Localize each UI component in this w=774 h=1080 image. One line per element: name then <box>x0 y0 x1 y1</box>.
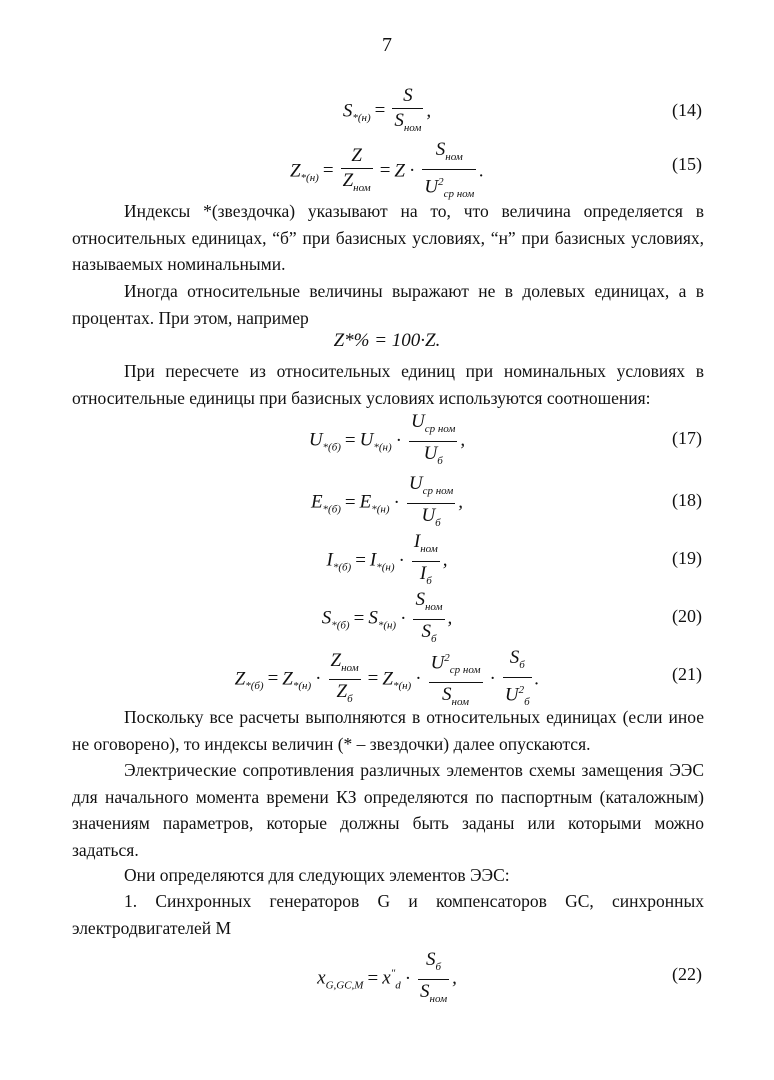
paragraph-generators: 1. Синхронных генераторов G и компенсаторов GC, синхронных электродвигателей M <box>72 891 704 938</box>
equation-percent: Z*% = 100·Z. <box>333 330 441 351</box>
equation-label: (21) <box>672 664 702 684</box>
paragraph-elements: Они определяются для следующих элементов ЭЭС: <box>124 865 510 885</box>
paragraph-resistances: Электрические сопротивления различных элементов схемы замещения ЭЭС для начального момента времени КЗ определяются по паспортным (каталожным) значениям параметров, которые должны быть заданы или которыми можно задаться. <box>72 760 704 860</box>
equation-19: $I_{*(б)} = I_{*(н)}$ · $\frac{I_{ном}}{I_б}$ , (19) <box>326 531 702 587</box>
equation-22: $x_{G,GC,M} = x''_d$ · $\frac{S_б}{S_{ном}}$ , (22) <box>317 949 702 1005</box>
paragraph-conversion: При пересчете из относительных единиц при номинальных условиях в относительные единицы при базисных условиях используются соотношения: <box>72 361 704 408</box>
equation-label: (22) <box>672 964 702 984</box>
page-number: 7 <box>382 34 392 56</box>
equation-20: $S_{*(б)} = S_{*(н)}$ · $\frac{S_{ном}}{S_б}$ , (20) <box>321 589 702 645</box>
paragraph-indices: Индексы *(звездочка) указывают на то, что величина определяется в относительных единицах, “б” при базисных условиях, “н” при базисных условиях, называемых номинальными. <box>72 201 704 274</box>
equation-label: (17) <box>672 428 702 448</box>
equation-label: (20) <box>672 606 702 626</box>
equation-label: (18) <box>672 490 702 510</box>
equation-17: $U_{*(б)} = U_{*(н)}$ · $\frac{U_{ср ном}}{U_б}$ , (17) <box>308 411 702 467</box>
equation-18: $E_{*(б)} = E_{*(н)}$ · $\frac{U_{ср ном}}{U_б}$ , (18) <box>310 473 702 529</box>
equation-14: $S_{*(н)}$ = $\frac{S}{S_{ном}}$ , (14) <box>342 85 702 134</box>
paragraph-calculations: Поскольку все расчеты выполняются в относительных единицах (если иное не оговорено), то индексы величин (* – звездочки) далее опускаются. <box>72 707 704 754</box>
equation-label: (14) <box>672 100 702 120</box>
equation-label: (19) <box>672 548 702 568</box>
equation-21: $Z_{*(б)} = Z_{*(н)}$ · $\frac{Z_{ном}}{Z_б}$ = $Z_{*(н)}$ · $\frac{U^2_{ср ном}}{S_{ном}}$ · $\frac{S_б}{U^2_б}$ . (21) <box>234 647 702 708</box>
paragraph-percent: Иногда относительные величины выражают не в долевых единицах, а в процентах. При этом, например <box>72 281 704 328</box>
equation-label: (15) <box>672 154 702 174</box>
equation-15: $Z_{*(н)}$ = $\frac{Z}{Z_{ном}}$ = Z · $\frac{S_{ном}}{U^2_{ср ном}}$ . (15) <box>289 139 702 200</box>
